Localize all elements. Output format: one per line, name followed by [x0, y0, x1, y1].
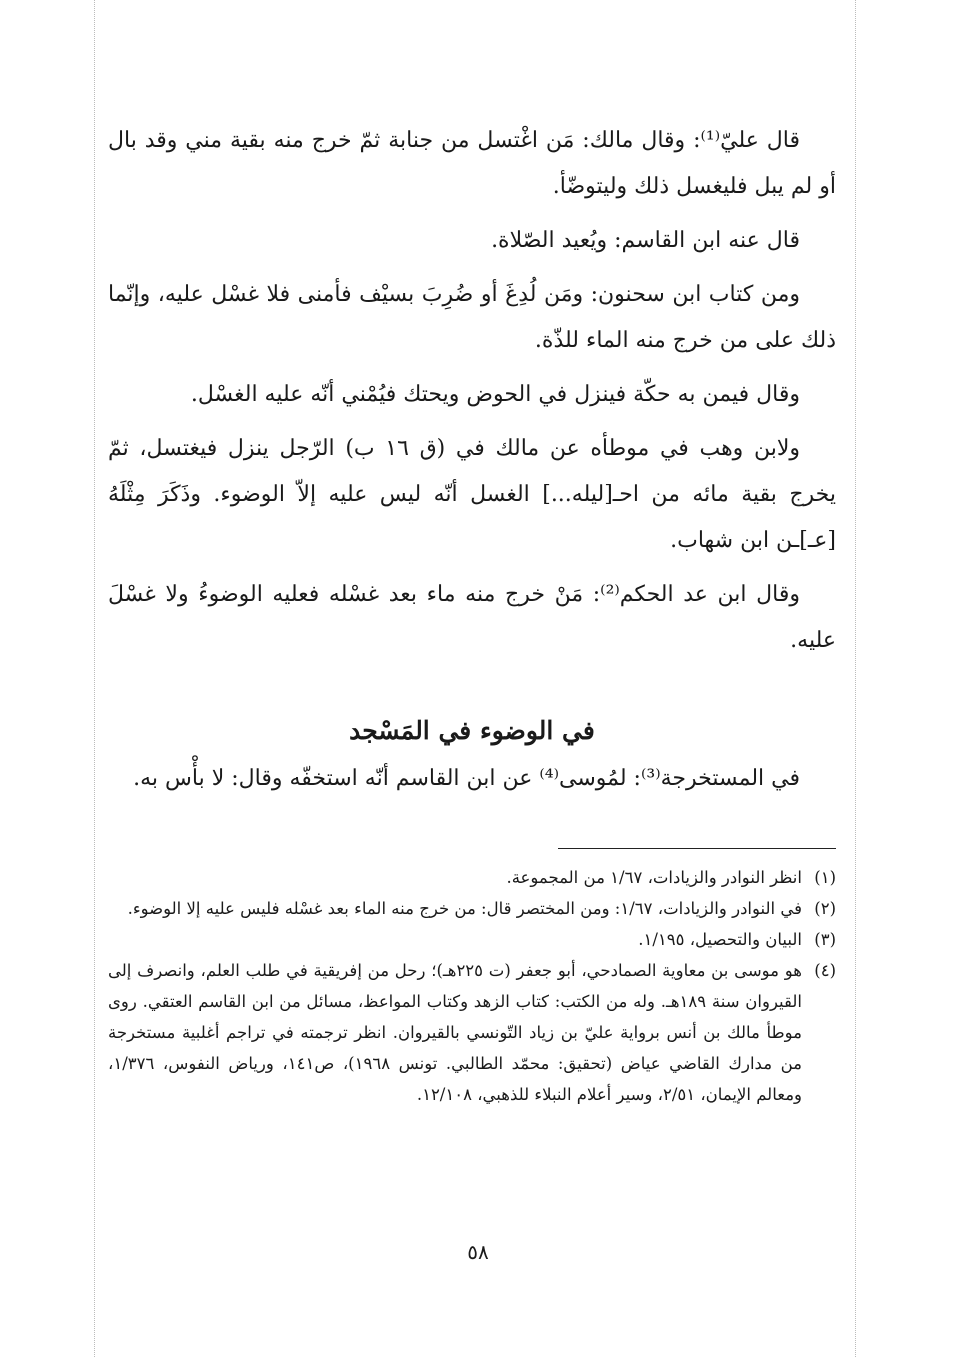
section-heading: في الوضوء في المَسْجد: [349, 716, 595, 745]
footnote: [108, 924, 836, 955]
paragraph: ومن كتاب ابن سحنون: ومَن لُدِغَ أو ضُرِبَ بسيْف فأمنى فلا غسْل عليه، وإنّما ذلك على من خرج منه الماء للذّة.: [108, 282, 836, 353]
left-margin-dots: [94, 0, 99, 1357]
footnote-text: في النوادر والزيادات، ١/٦٧: ومن المختصر قال: من خرج منه الماء بعد غسْله فليس عليه إلا الوضوء.: [127, 899, 802, 918]
footnote-number: (٤): [814, 961, 836, 980]
footnote-number: (٣): [814, 930, 836, 949]
footnote: [108, 893, 836, 924]
footnote: [108, 862, 836, 893]
footnote-separator: [558, 848, 836, 849]
footnote-text: انظر النوادر والزيادات، ١/٦٧ من المجموعة.: [506, 868, 802, 887]
paragraph: قال عنه ابن القاسم: ويُعيد الصّلاة.: [491, 228, 800, 253]
paragraph: وقال فيمن به حكّة فينزل في الحوض ويحتك فيُمْني أنّه عليه الغسْل.: [190, 382, 800, 407]
footnote: [108, 955, 836, 1110]
main-text: [108, 118, 836, 810]
right-margin-dots: [855, 0, 860, 1357]
footnote-number: (١): [814, 868, 836, 887]
footnote-number: (٢): [814, 899, 836, 918]
footnotes: [108, 862, 836, 1110]
paragraph: قال عليّ⁽¹⁾: وقال مالك: مَن اغْتسل من جنابة ثمّ خرج منه بقية مني وقد بال أو لم يبل فليغسل ذلك وليتوضّأ.: [108, 128, 836, 199]
footnote-text: البيان والتحصيل، ١/١٩٥.: [638, 930, 802, 949]
footnote-text: هو موسى بن معاوية الصمادحي، أبو جعفر (ت ٢٢٥هـ)؛ رحل من إفريقية في طلب العلم، وانصرف إلى القيروان سنة ١٨٩هـ. وله من الكتب: كتاب الزهد وكتاب المواعظ، مسائل من ابن القاسم العتقي. روى موطأ مالك بن أنس برواية عليّ بن زياد التّونسي بالقيروان. انظر ترجمته في تراجم أغلبية مستخرجة من مدارك القاضي عياض (تحقيق: محمّد الطالبي. تونس ١٩٦٨)، ص١٤١، ورياض النفوس، ١/٣٧٦، ومعالم الإيمان، ٢/٥١، وسير أعلام النبلاء للذهبي، ١٢/١٠٨.: [108, 961, 802, 1104]
page-number: ٥٨: [467, 1240, 489, 1264]
paragraph: ولابن وهب في موطأه عن مالك في (ق ١٦ ب) الرّجل ينزل فيغتسل، ثمّ يخرج بقية مائه من احـ[ليله...] الغسل أنّه ليس عليه إلاّ الوضوء. وذَكَرَ مِثْلَهُ [عـ]ـن ابن شهاب.: [108, 436, 836, 553]
paragraph: في المستخرجة⁽³⁾: لمُوسى⁽⁴⁾ عن ابن القاسم أنّه استخفّه وقال: لا بأْس به.: [133, 766, 800, 791]
paragraph: وقال ابن عد الحكم⁽²⁾: مَنْ خرج منه ماء بعد غسْله فعليه الوضوءُ ولا غسْلَ عليه.: [108, 582, 836, 653]
